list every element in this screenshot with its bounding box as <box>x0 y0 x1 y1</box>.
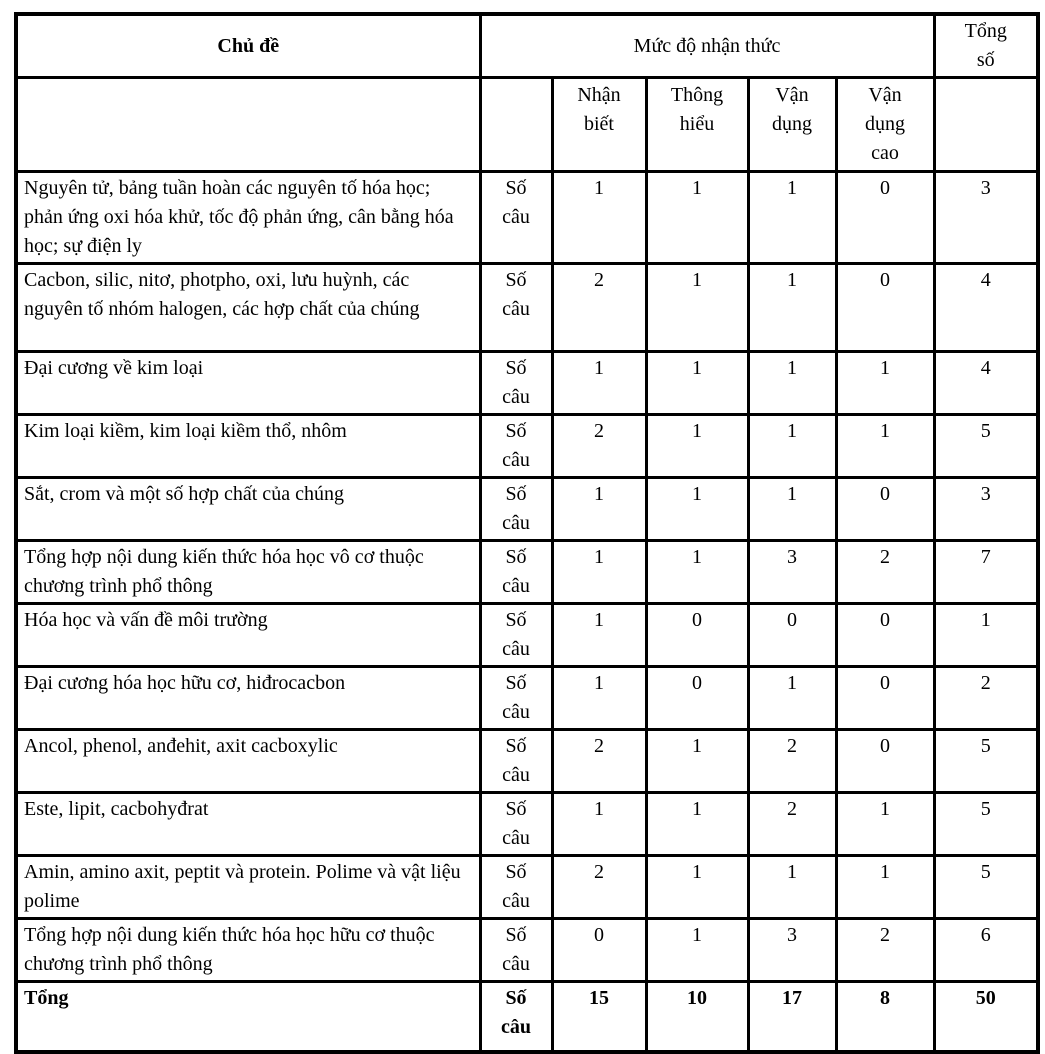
row-total-cell: 4 <box>934 352 1038 415</box>
total-row <box>16 982 1038 1052</box>
header-level-van-dung-cao: Vận dụng cao <box>836 78 934 172</box>
count-cell-van-dung: 3 <box>748 919 836 982</box>
count-cell-van-dung: 1 <box>748 478 836 541</box>
table-row <box>16 793 1038 856</box>
count-cell-van-dung-cao: 1 <box>836 793 934 856</box>
row-label-cell: Số câu <box>480 919 552 982</box>
row-label-cell: Số câu <box>480 415 552 478</box>
table-row <box>16 478 1038 541</box>
count-cell-van-dung: 3 <box>748 541 836 604</box>
table-row <box>16 415 1038 478</box>
count-cell-thong-hieu: 1 <box>646 541 748 604</box>
total-count-thong-hieu: 10 <box>646 982 748 1052</box>
total-count-nhan-biet: 15 <box>552 982 646 1052</box>
header-total: Tổng số <box>934 14 1038 78</box>
header-row-group <box>16 14 1038 78</box>
count-cell-nhan-biet: 1 <box>552 793 646 856</box>
total-count-van-dung-cao: 8 <box>836 982 934 1052</box>
table-row <box>16 919 1038 982</box>
topic-cell: Cacbon, silic, nitơ, photpho, oxi, lưu huỳnh, các nguyên tố nhóm halogen, các hợp chất của chúng <box>16 264 480 352</box>
count-cell-thong-hieu: 1 <box>646 172 748 264</box>
count-cell-thong-hieu: 1 <box>646 478 748 541</box>
row-label-cell: Số câu <box>480 264 552 352</box>
count-cell-van-dung-cao: 2 <box>836 541 934 604</box>
count-cell-nhan-biet: 2 <box>552 856 646 919</box>
count-cell-nhan-biet: 1 <box>552 667 646 730</box>
count-cell-thong-hieu: 1 <box>646 264 748 352</box>
table-row <box>16 730 1038 793</box>
count-cell-thong-hieu: 1 <box>646 352 748 415</box>
topic-cell: Amin, amino axit, peptit và protein. Polime và vật liệu polime <box>16 856 480 919</box>
count-cell-thong-hieu: 1 <box>646 919 748 982</box>
count-cell-van-dung-cao: 1 <box>836 352 934 415</box>
count-cell-thong-hieu: 1 <box>646 793 748 856</box>
count-cell-thong-hieu: 0 <box>646 667 748 730</box>
row-label-cell: Số câu <box>480 352 552 415</box>
table-row <box>16 856 1038 919</box>
count-cell-van-dung: 1 <box>748 856 836 919</box>
total-row-label: Tổng <box>16 982 480 1052</box>
table-row <box>16 541 1038 604</box>
row-label-cell: Số câu <box>480 604 552 667</box>
header-empty-topic <box>16 78 480 172</box>
count-cell-van-dung: 1 <box>748 264 836 352</box>
header-empty-total <box>934 78 1038 172</box>
topic-cell: Đại cương về kim loại <box>16 352 480 415</box>
table-row <box>16 604 1038 667</box>
table-row <box>16 264 1038 352</box>
row-total-cell: 3 <box>934 478 1038 541</box>
count-cell-van-dung-cao: 1 <box>836 415 934 478</box>
header-topic: Chủ đề <box>16 14 480 78</box>
count-cell-van-dung: 1 <box>748 172 836 264</box>
topic-cell: Tổng hợp nội dung kiến thức hóa học hữu cơ thuộc chương trình phổ thông <box>16 919 480 982</box>
count-cell-thong-hieu: 1 <box>646 730 748 793</box>
table-row <box>16 667 1038 730</box>
count-cell-van-dung-cao: 0 <box>836 730 934 793</box>
count-cell-van-dung-cao: 2 <box>836 919 934 982</box>
row-total-cell: 7 <box>934 541 1038 604</box>
count-cell-van-dung: 1 <box>748 667 836 730</box>
count-cell-van-dung-cao: 0 <box>836 172 934 264</box>
grand-total-cell: 50 <box>934 982 1038 1052</box>
count-cell-van-dung: 1 <box>748 415 836 478</box>
row-total-cell: 2 <box>934 667 1038 730</box>
topic-cell: Este, lipit, cacbohyđrat <box>16 793 480 856</box>
count-cell-nhan-biet: 2 <box>552 730 646 793</box>
header-level-group: Mức độ nhận thức <box>480 14 934 78</box>
header-empty-rowlabel <box>480 78 552 172</box>
topic-cell: Sắt, crom và một số hợp chất của chúng <box>16 478 480 541</box>
topic-cell: Nguyên tử, bảng tuần hoàn các nguyên tố hóa học; phản ứng oxi hóa khử, tốc độ phản ứng, cân bằng hóa học; sự điện ly <box>16 172 480 264</box>
count-cell-nhan-biet: 1 <box>552 541 646 604</box>
row-total-cell: 5 <box>934 793 1038 856</box>
row-total-cell: 5 <box>934 856 1038 919</box>
table-row <box>16 172 1038 264</box>
row-label-cell: Số câu <box>480 478 552 541</box>
row-total-cell: 3 <box>934 172 1038 264</box>
topic-cell: Tổng hợp nội dung kiến thức hóa học vô cơ thuộc chương trình phổ thông <box>16 541 480 604</box>
header-level-van-dung: Vận dụng <box>748 78 836 172</box>
table-row <box>16 352 1038 415</box>
exam-matrix-table <box>14 12 1040 1054</box>
topic-cell: Hóa học và vấn đề môi trường <box>16 604 480 667</box>
count-cell-van-dung: 2 <box>748 730 836 793</box>
topic-cell: Đại cương hóa học hữu cơ, hiđrocacbon <box>16 667 480 730</box>
count-cell-thong-hieu: 1 <box>646 856 748 919</box>
row-label-cell: Số câu <box>480 541 552 604</box>
count-cell-van-dung: 1 <box>748 352 836 415</box>
row-label-cell: Số câu <box>480 793 552 856</box>
count-cell-thong-hieu: 0 <box>646 604 748 667</box>
count-cell-van-dung-cao: 0 <box>836 478 934 541</box>
total-count-van-dung: 17 <box>748 982 836 1052</box>
count-cell-nhan-biet: 1 <box>552 604 646 667</box>
topic-cell: Ancol, phenol, anđehit, axit cacboxylic <box>16 730 480 793</box>
count-cell-nhan-biet: 0 <box>552 919 646 982</box>
row-total-cell: 1 <box>934 604 1038 667</box>
count-cell-nhan-biet: 1 <box>552 172 646 264</box>
count-cell-nhan-biet: 1 <box>552 478 646 541</box>
row-total-cell: 4 <box>934 264 1038 352</box>
count-cell-van-dung-cao: 1 <box>836 856 934 919</box>
count-cell-van-dung-cao: 0 <box>836 264 934 352</box>
count-cell-nhan-biet: 2 <box>552 415 646 478</box>
row-total-cell: 5 <box>934 730 1038 793</box>
count-cell-van-dung-cao: 0 <box>836 667 934 730</box>
count-cell-van-dung: 2 <box>748 793 836 856</box>
row-total-cell: 5 <box>934 415 1038 478</box>
header-level-nhan-biet: Nhận biết <box>552 78 646 172</box>
count-cell-van-dung: 0 <box>748 604 836 667</box>
total-row-socau: Số câu <box>480 982 552 1052</box>
row-label-cell: Số câu <box>480 730 552 793</box>
count-cell-van-dung-cao: 0 <box>836 604 934 667</box>
table-body <box>16 172 1038 982</box>
count-cell-thong-hieu: 1 <box>646 415 748 478</box>
count-cell-nhan-biet: 1 <box>552 352 646 415</box>
row-label-cell: Số câu <box>480 856 552 919</box>
row-total-cell: 6 <box>934 919 1038 982</box>
count-cell-nhan-biet: 2 <box>552 264 646 352</box>
row-label-cell: Số câu <box>480 172 552 264</box>
header-level-thong-hieu: Thông hiểu <box>646 78 748 172</box>
row-label-cell: Số câu <box>480 667 552 730</box>
topic-cell: Kim loại kiềm, kim loại kiềm thổ, nhôm <box>16 415 480 478</box>
header-row-levels <box>16 78 1038 172</box>
